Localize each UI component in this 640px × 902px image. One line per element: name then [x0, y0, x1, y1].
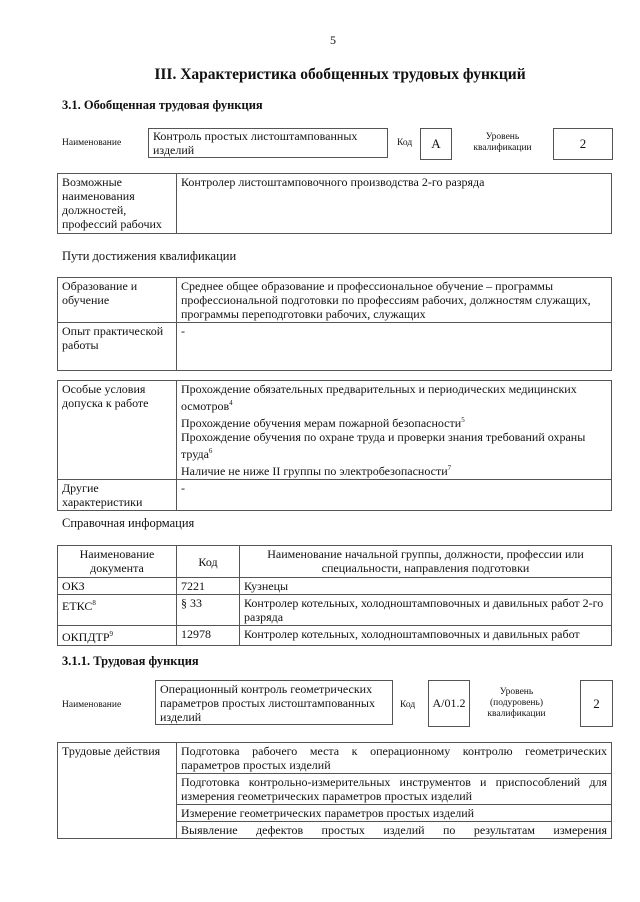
paths-table [57, 277, 612, 371]
experience-value: - [177, 323, 612, 371]
condition-item: Прохождение обучения по охране труда и проверки знания требований охраны труда$^6$ [181, 430, 586, 461]
action-item: Выявление дефектов простых изделий по результатам измерения [177, 822, 612, 839]
page-number: 5 [330, 33, 336, 47]
conditions-label: Особые условия допуска к работе [58, 381, 177, 480]
level-label: Уровень квалификации [473, 132, 532, 153]
paths-heading: Пути достижения квалификации [62, 249, 237, 263]
conditions-list [177, 381, 612, 480]
code-value: A [420, 128, 452, 160]
page-title: III. Характеристика обобщенных трудовых функций [154, 66, 526, 83]
header-name: Наименование начальной группы, должности, профессии или специальности, направления подготовки [240, 546, 612, 578]
condition-item: Наличие не ниже II группы по электробезопасности$^7$ [181, 464, 452, 478]
positions-value: Контролер листоштамповочного производства 2-го разряда [177, 174, 612, 234]
positions-table [57, 173, 612, 234]
action-item: Измерение геометрических параметров простых изделий [177, 805, 612, 822]
action-item: Подготовка контрольно-измерительных инструментов и приспособлений для измерения геометрических параметров простых изделий [177, 774, 612, 805]
function-name-label: Наименование [62, 700, 122, 710]
code-label: Код [397, 138, 413, 148]
conditions-table [57, 380, 612, 511]
function-code-label: Код [400, 700, 416, 710]
positions-label: Возможные наименования должностей, профессий рабочих [58, 174, 177, 234]
name-value: Контроль простых листоштампованных изделий [148, 128, 388, 158]
actions-table [57, 742, 612, 839]
action-item: Подготовка рабочего места к операционному контролю геометрических параметров простых изделий [177, 743, 612, 774]
function-level-value: 2 [580, 680, 613, 727]
condition-item: Прохождение обучения мерам пожарной безопасности$^5$ [181, 416, 465, 430]
reference-heading: Справочная информация [62, 516, 195, 530]
header-code: Код [177, 546, 240, 578]
function-name-value: Операционный контроль геометрических параметров простых листоштампованных изделий [155, 680, 393, 725]
function-heading: 3.1.1. Трудовая функция [62, 654, 199, 668]
other-label: Другие характеристики [58, 480, 177, 511]
name-label: Наименование [62, 138, 122, 148]
function-level-label: Уровень (подуровень) квалификации [487, 687, 546, 719]
actions-label: Трудовые действия [58, 743, 177, 839]
experience-label: Опыт практической работы [58, 323, 177, 371]
table-row: ЕТКС$^8$ § 33 Контролер котельных, холодноштамповочных и давильных работ 2-го разряда [58, 595, 612, 626]
education-value: Среднее общее образование и профессиональное обучение – программы профессиональной подготовки по профессиям рабочих, должностям служащих, программы переподготовки рабочих, служащих [177, 278, 612, 323]
function-code-value: A/01.2 [428, 680, 470, 727]
other-value: - [177, 480, 612, 511]
reference-table [57, 545, 612, 646]
section-heading: 3.1. Обобщенная трудовая функция [62, 98, 263, 112]
table-row: ОКЗ 7221 Кузнецы [58, 578, 612, 595]
condition-item: Прохождение обязательных предварительных и периодических медицинских осмотров$^4$ [181, 382, 577, 413]
table-row: ОКПДТР$^9$ 12978 Контролер котельных, холодноштамповочных и давильных работ [58, 626, 612, 646]
education-label: Образование и обучение [58, 278, 177, 323]
header-doc: Наименование документа [58, 546, 177, 578]
level-value: 2 [553, 128, 613, 160]
